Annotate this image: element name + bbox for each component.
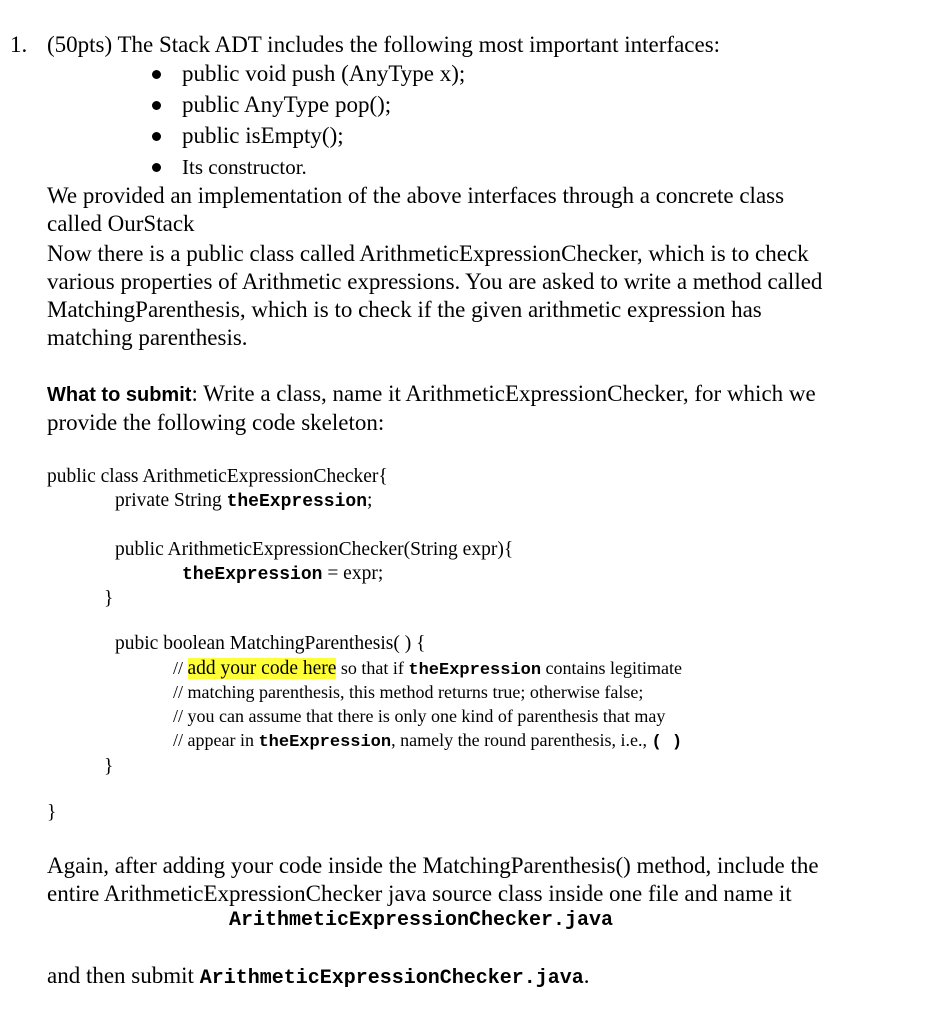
class-close-brace: } bbox=[47, 802, 57, 823]
list-item: public void push (AnyType x); bbox=[146, 60, 465, 91]
bullet-icon bbox=[152, 163, 161, 172]
comment-line-4: // appear in theExpression, namely the round parenthesis, i.e., ( ) bbox=[173, 730, 683, 752]
filename: ArithmeticExpressionChecker.java bbox=[229, 909, 614, 932]
bullet-icon bbox=[152, 70, 161, 79]
final-submit-line: and then submit ArithmeticExpressionChecker.java. bbox=[47, 963, 590, 990]
method-declaration: pubic boolean MatchingParenthesis( ) { bbox=[115, 633, 426, 654]
class-declaration: public class ArithmeticExpressionChecker{ bbox=[47, 466, 388, 487]
method-close-brace: } bbox=[104, 756, 114, 777]
interface-list bbox=[146, 60, 465, 184]
constructor-declaration: public ArithmeticExpressionChecker(String expr){ bbox=[115, 539, 514, 560]
comment-line-2: // matching parenthesis, this method returns true; otherwise false; bbox=[173, 682, 644, 702]
footer-line-1: Again, after adding your code inside the MatchingParenthesis() method, include the bbox=[47, 853, 819, 878]
field-declaration: private String theExpression; bbox=[115, 490, 373, 512]
bullet-icon bbox=[152, 132, 161, 141]
comment-line-3: // you can assume that there is only one kind of parenthesis that may bbox=[173, 706, 666, 726]
comment-line-1: // add your code here so that if theExpression contains legitimate bbox=[173, 658, 682, 680]
list-item: public AnyType pop(); bbox=[146, 91, 465, 122]
bullet-icon bbox=[152, 101, 161, 110]
submit-instructions: What to submit: Write a class, name it ArithmeticExpressionChecker, for which we provide the following code skeleton: bbox=[47, 381, 816, 435]
constructor-body: theExpression = expr; bbox=[182, 563, 384, 585]
question-heading: (50pts) The Stack ADT includes the following most important interfaces: bbox=[47, 32, 721, 57]
highlight-add-code: add your code here bbox=[187, 658, 337, 679]
checker-paragraph: Now there is a public class called ArithmeticExpressionChecker, which is to check various properties of Arithmetic expressions. You are asked to write a method called MatchingParenthesis, which is to check if the given arithmetic expression has matching parenthesis. bbox=[47, 241, 823, 350]
footer-line-2: entire ArithmeticExpressionChecker java source class inside one file and name it bbox=[47, 881, 792, 906]
submit-label: What to submit bbox=[47, 384, 192, 406]
constructor-close-brace: } bbox=[104, 588, 114, 609]
list-item: public isEmpty(); bbox=[146, 122, 465, 153]
implementation-paragraph: We provided an implementation of the above interfaces through a concrete class called OurStack bbox=[47, 183, 785, 236]
question-number: 1. bbox=[10, 32, 28, 57]
list-item: Its constructor. bbox=[146, 153, 465, 184]
